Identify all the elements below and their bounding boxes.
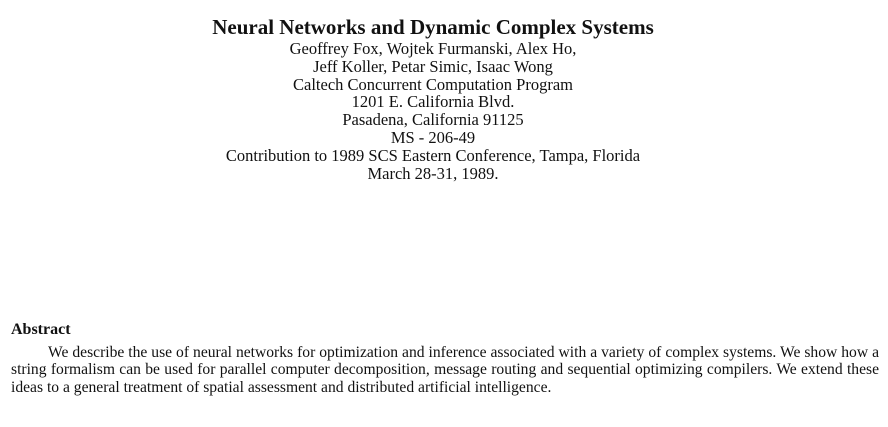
- abstract-body: We describe the use of neural networks for optimization and inference associated with a variety of complex systems. We show how a string formalism can be used for parallel computer decomposition, message routing and sequential optimizing compilers. We extend these ideas to a general treatment of spatial assessment and distributed artificial intelligence.: [11, 344, 879, 396]
- abstract-heading: Abstract: [11, 321, 71, 338]
- authors-line-2: Jeff Koller, Petar Simic, Isaac Wong: [313, 56, 553, 76]
- mailstop: MS - 206-49: [390, 127, 476, 147]
- authors-line-1: Geoffrey Fox, Wojtek Furmanski, Alex Ho,: [289, 39, 577, 58]
- conference-date: March 28-31, 1989.: [367, 163, 499, 183]
- paper-header: [0, 14, 866, 182]
- abstract-section: [11, 320, 879, 396]
- affiliation: Caltech Concurrent Computation Program: [293, 74, 573, 94]
- contribution-note: Contribution to 1989 SCS Eastern Conference, Tampa, Florida: [225, 145, 641, 165]
- street-address: 1201 E. California Blvd.: [351, 92, 515, 112]
- city-address: Pasadena, California 91125: [342, 110, 524, 130]
- paper-title: Neural Networks and Dynamic Complex Systems: [212, 15, 654, 39]
